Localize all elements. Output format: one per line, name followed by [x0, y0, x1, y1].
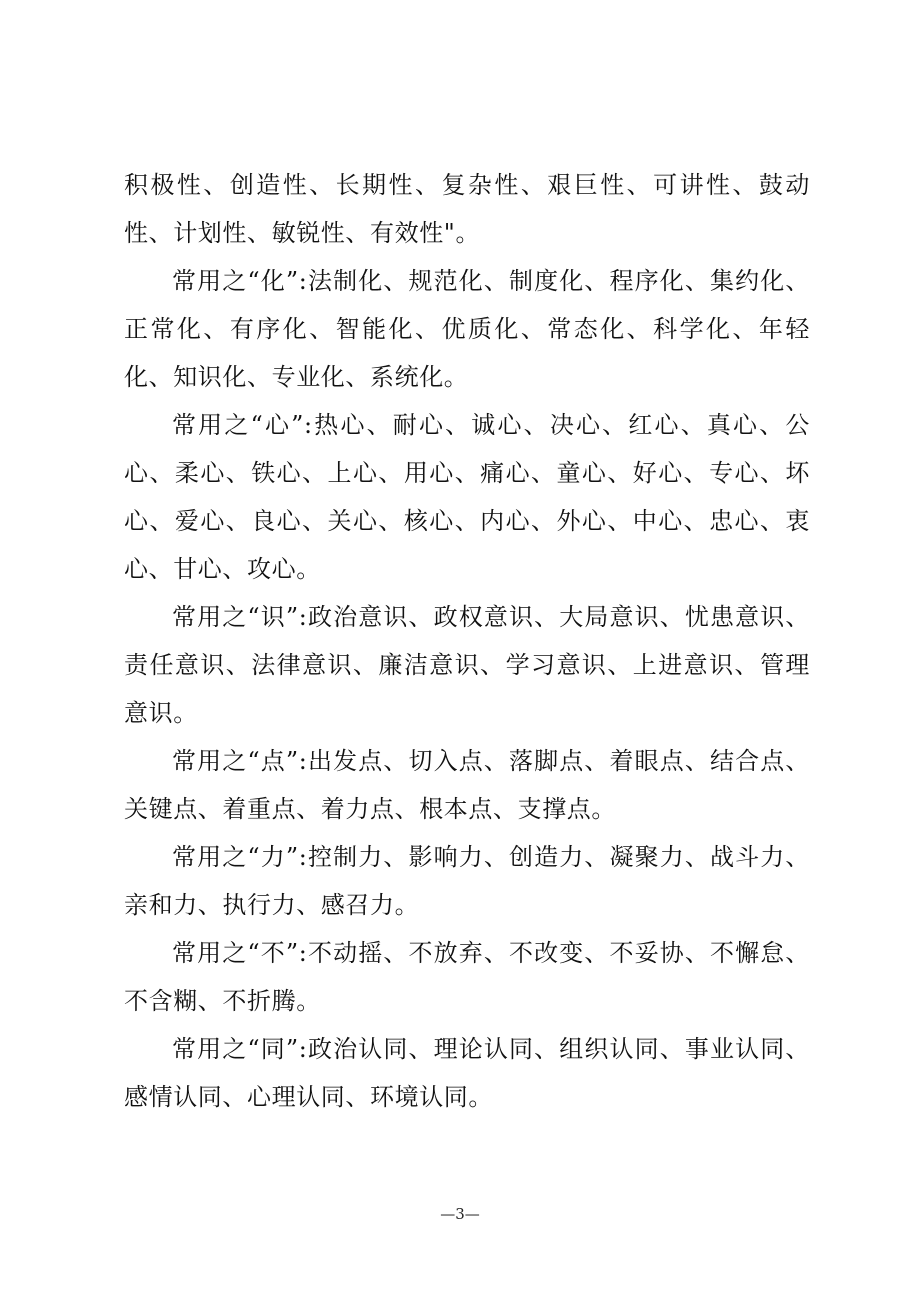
paragraph-tong: 常用之“同”:政治认同、理论认同、组织认同、事业认同、感情认同、心理认同、环境认同。	[124, 1035, 810, 1111]
paragraph-dian: 常用之“点”:出发点、切入点、落脚点、着眼点、结合点、关键点、着重点、着力点、根本点、支撑点。	[124, 747, 810, 823]
paragraph-continuation: 积极性、创造性、长期性、复杂性、艰巨性、可讲性、鼓动性、计划性、敏锐性、有效性"。	[124, 171, 810, 247]
document-body	[124, 161, 810, 1121]
paragraph-li: 常用之“力”:控制力、影响力、创造力、凝聚力、战斗力、亲和力、执行力、感召力。	[124, 843, 810, 919]
paragraph-xin: 常用之“心”:热心、耐心、诚心、决心、红心、真心、公心、柔心、铁心、上心、用心、痛心、童心、好心、专心、坏心、爱心、良心、关心、核心、内心、外心、中心、忠心、衷心、甘心、攻心。	[124, 411, 810, 583]
paragraph-shi: 常用之“识”:政治意识、政权意识、大局意识、忧患意识、责任意识、法律意识、廉洁意识、学习意识、上进意识、管理意识。	[124, 603, 810, 727]
paragraph-bu: 常用之“不”:不动摇、不放弃、不改变、不妥协、不懈怠、不含糊、不折腾。	[124, 939, 810, 1015]
paragraph-hua: 常用之“化”:法制化、规范化、制度化、程序化、集约化、正常化、有序化、智能化、优质化、常态化、科学化、年轻化、知识化、专业化、系统化。	[124, 267, 810, 391]
page-number: —3—	[440, 1205, 480, 1223]
